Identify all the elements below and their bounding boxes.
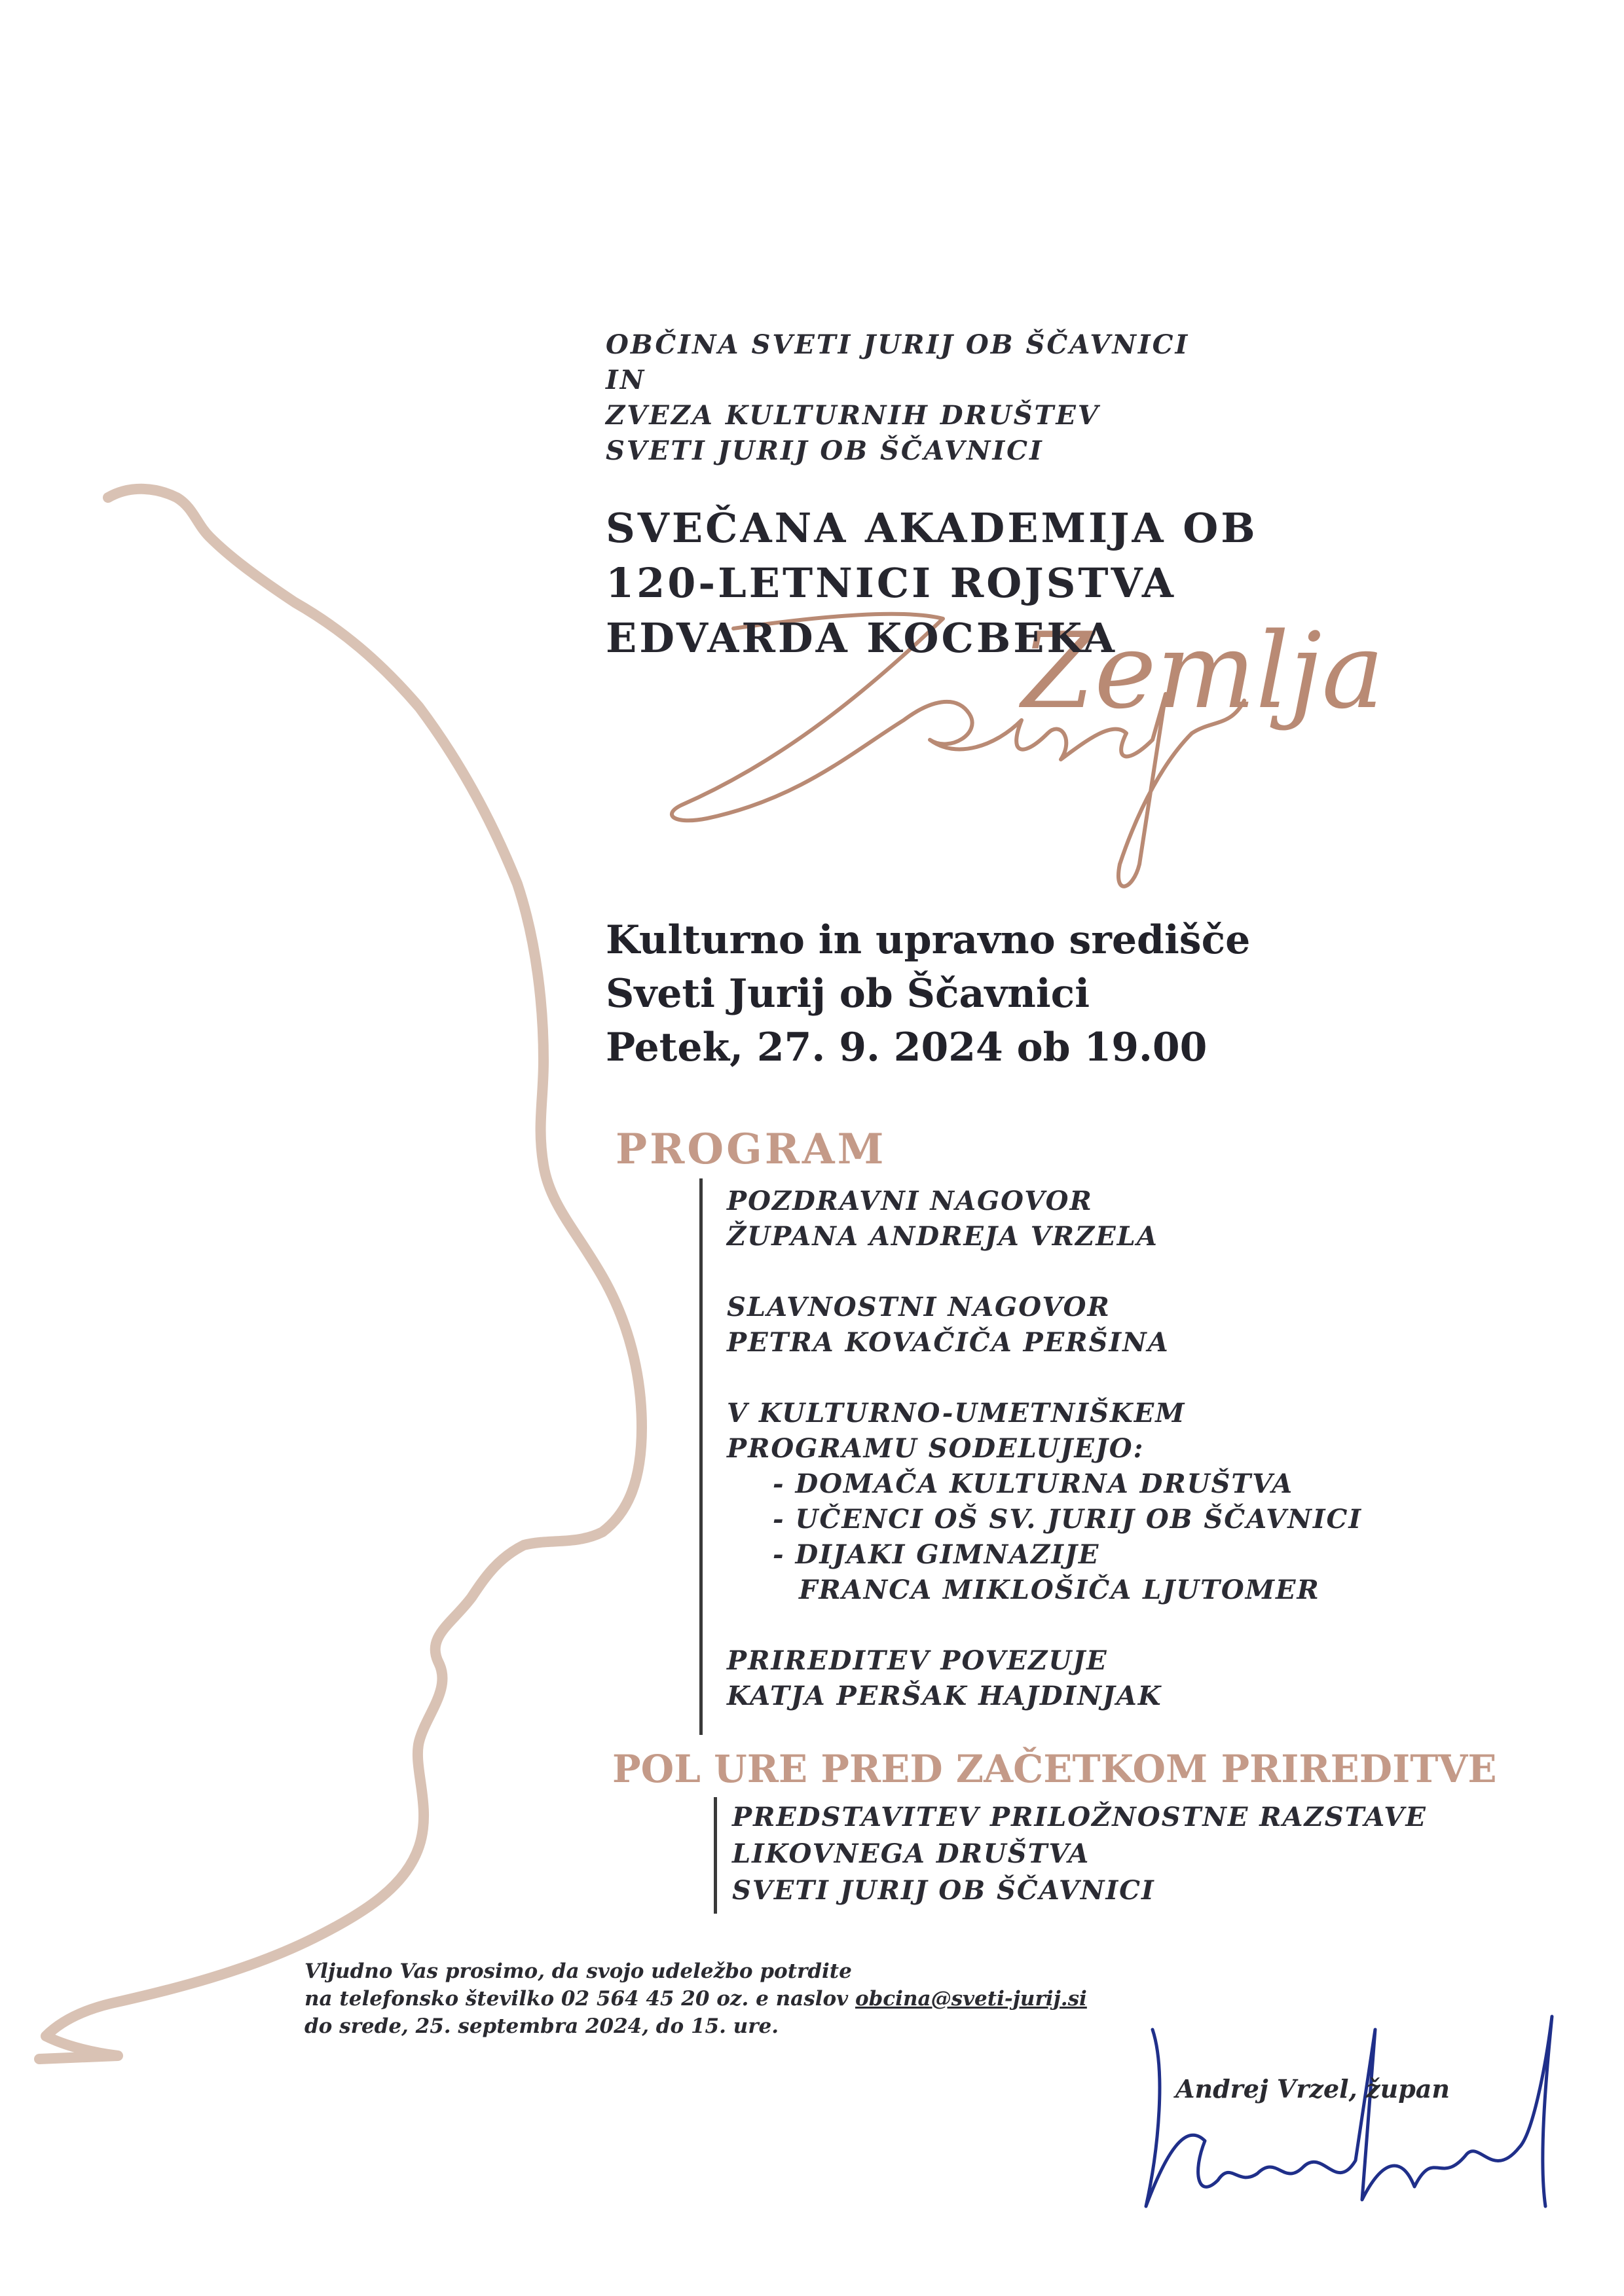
participant-item: - UČENCI OŠ SV. JURIJ OB ŠČAVNICI — [773, 1504, 1363, 1535]
signatory-name: Andrej Vrzel, župan — [1175, 2074, 1450, 2104]
event-title — [606, 501, 1258, 666]
pre-event-line: SVETI JURIJ OB ŠČAVNICI — [732, 1875, 1155, 1906]
pre-event-heading: POL URE PRED ZAČETKOM PRIREDITVE — [612, 1747, 1497, 1791]
participant-item: - DOMAČA KULTURNA DRUŠTVA — [773, 1468, 1294, 1499]
pre-event-line: PREDSTAVITEV PRILOŽNOSTNE RAZSTAVE — [732, 1802, 1427, 1832]
program-divider — [699, 1178, 703, 1735]
organizer-line: SVETI JURIJ OB ŠČAVNICI — [606, 435, 1044, 466]
program-item: PETRA KOVAČIČA PERŠINA — [727, 1327, 1170, 1358]
title-line: 120-LETNICI ROJSTVA — [606, 559, 1176, 607]
pre-event-line: LIKOVNEGA DRUŠTVA — [732, 1838, 1090, 1869]
handwritten-signature — [1126, 1990, 1572, 2239]
rsvp-line — [304, 1985, 1087, 2013]
program-item: KATJA PERŠAK HAJDINJAK — [727, 1681, 1162, 1711]
program-item: PROGRAMU SODELUJEJO: — [727, 1433, 1145, 1464]
pre-event-list — [732, 1799, 1427, 1909]
rsvp-line: Vljudno Vas prosimo, da svojo udeležbo potrdite — [304, 1959, 852, 1983]
email-link[interactable]: obcina@sveti-jurij.si — [855, 1987, 1087, 2011]
program-list — [727, 1184, 1362, 1714]
script-word-text: Zemlja — [1022, 610, 1384, 732]
organizer-line: IN — [606, 365, 646, 395]
organizer-line: OBČINA SVETI JURIJ OB ŠČAVNICI — [606, 329, 1190, 360]
program-item: PRIREDITEV POVEZUJE — [727, 1645, 1108, 1676]
program-item: POZDRAVNI NAGOVOR — [727, 1186, 1093, 1216]
participant-item: - DIJAKI GIMNAZIJE — [773, 1539, 1100, 1570]
program-heading: PROGRAM — [616, 1125, 887, 1174]
program-item: V KULTURNO-UMETNIŠKEM — [727, 1398, 1186, 1429]
rsvp-note — [304, 1958, 1087, 2040]
title-line: EDVARDA KOCBEKA — [606, 614, 1118, 662]
rsvp-line: do srede, 25. septembra 2024, do 15. ure. — [304, 2014, 779, 2038]
organizers — [606, 327, 1189, 469]
rsvp-phone-text: na telefonsko številko 02 564 45 20 oz. e naslov — [304, 1987, 855, 2011]
program-item: ŽUPANA ANDREJA VRZELA — [727, 1221, 1158, 1252]
venue-place: Sveti Jurij ob Ščavnici — [606, 971, 1090, 1017]
organizer-line: ZVEZA KULTURNIH DRUŠTEV — [606, 400, 1100, 431]
venue-block — [606, 913, 1250, 1074]
pre-event-divider — [714, 1797, 717, 1914]
event-datetime: Petek, 27. 9. 2024 ob 19.00 — [606, 1025, 1208, 1070]
participant-item-cont: FRANCA MIKLOŠIČA LJUTOMER — [799, 1575, 1320, 1605]
program-item: SLAVNOSTNI NAGOVOR — [727, 1292, 1111, 1322]
venue-name: Kulturno in upravno središče — [606, 917, 1251, 963]
profile-silhouette-illustration — [0, 0, 655, 2095]
title-line: SVEČANA AKADEMIJA OB — [606, 504, 1258, 552]
